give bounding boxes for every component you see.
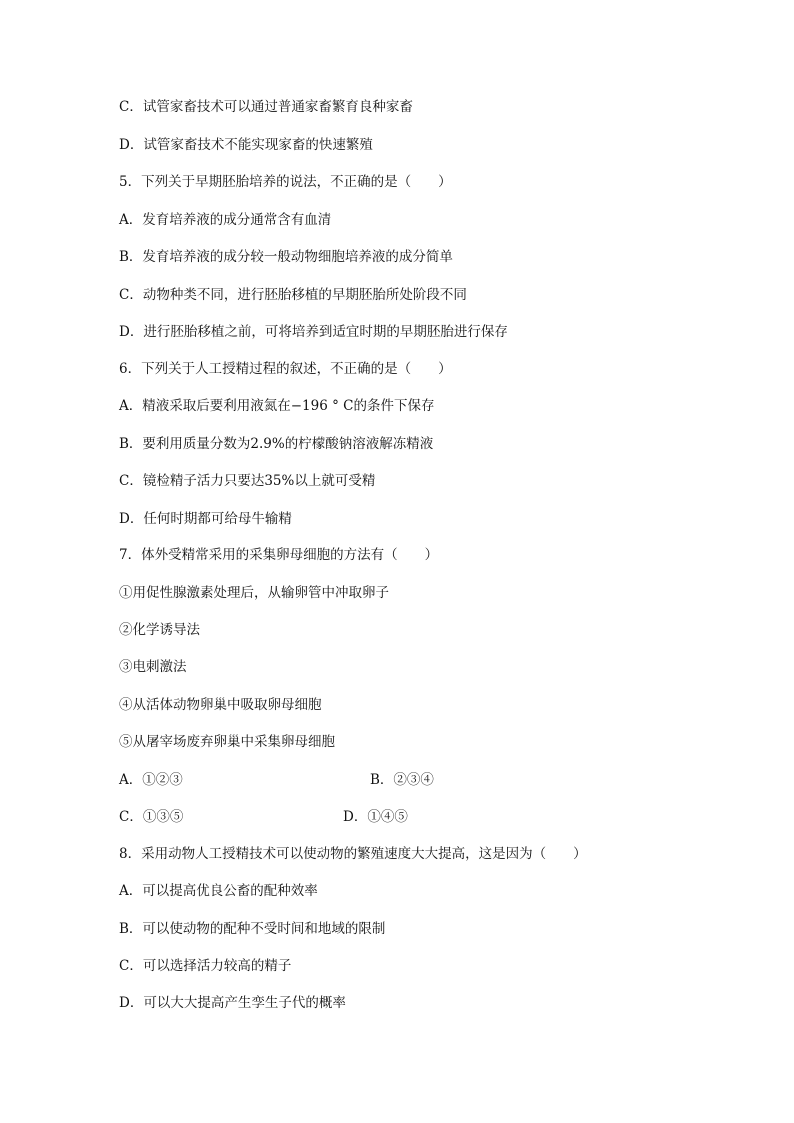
q7-item-4: ④从活体动物卵巢中吸取卵母细胞 — [119, 697, 322, 713]
q6-option-d: D．任何时期都可给母牛输精 — [119, 511, 292, 527]
q6-option-a: A．精液采取后要利用液氮在−196 ° C的条件下保存 — [119, 398, 435, 414]
q7-option-c: C．①③⑤ — [119, 809, 184, 825]
q8-option-c: C．可以选择活力较高的精子 — [119, 958, 292, 974]
q7-option-d: D．①④⑤ — [343, 809, 408, 825]
q7-stem: 7．体外受精常采用的采集卵母细胞的方法有（ ） — [119, 547, 439, 563]
q5-option-c: C．动物种类不同，进行胚胎移植的早期胚胎所处阶段不同 — [119, 287, 467, 303]
q5-option-b: B．发育培养液的成分较一般动物细胞培养液的成分简单 — [119, 249, 453, 265]
q8-option-a: A．可以提高优良公畜的配种效率 — [119, 883, 318, 899]
q8-stem: 8．采用动物人工授精技术可以使动物的繁殖速度大大提高，这是因为（ ） — [119, 846, 587, 862]
q7-option-a: A．①②③ — [119, 772, 183, 788]
q7-item-5: ⑤从屠宰场废弃卵巢中采集卵母细胞 — [119, 734, 335, 750]
q6-option-c: C．镜检精子活力只要达35%以上就可受精 — [119, 473, 376, 489]
q7-item-1: ①用促性腺激素处理后，从输卵管中冲取卵子 — [119, 585, 389, 601]
q8-option-b: B．可以使动物的配种不受时间和地域的限制 — [119, 921, 386, 937]
q6-stem: 6．下列关于人工授精过程的叙述，不正确的是（ ） — [119, 361, 452, 377]
q7-item-2: ②化学诱导法 — [119, 622, 200, 638]
q4-option-d: D．试管家畜技术不能实现家畜的快速繁殖 — [119, 137, 373, 153]
q4-option-c: C．试管家畜技术可以通过普通家畜繁育良种家畜 — [119, 99, 413, 115]
q5-option-d: D．进行胚胎移植之前，可将培养到适宜时期的早期胚胎进行保存 — [119, 324, 508, 340]
q5-option-a: A．发育培养液的成分通常含有血清 — [119, 212, 332, 228]
q5-stem: 5．下列关于早期胚胎培养的说法，不正确的是（ ） — [119, 174, 452, 190]
q7-item-3: ③电刺激法 — [119, 659, 187, 675]
q7-option-b: B．②③④ — [370, 772, 434, 788]
q8-option-d: D．可以大大提高产生孪生子代的概率 — [119, 995, 346, 1011]
q6-option-b: B．要利用质量分数为2.9%的柠檬酸钠溶液解冻精液 — [119, 436, 434, 452]
